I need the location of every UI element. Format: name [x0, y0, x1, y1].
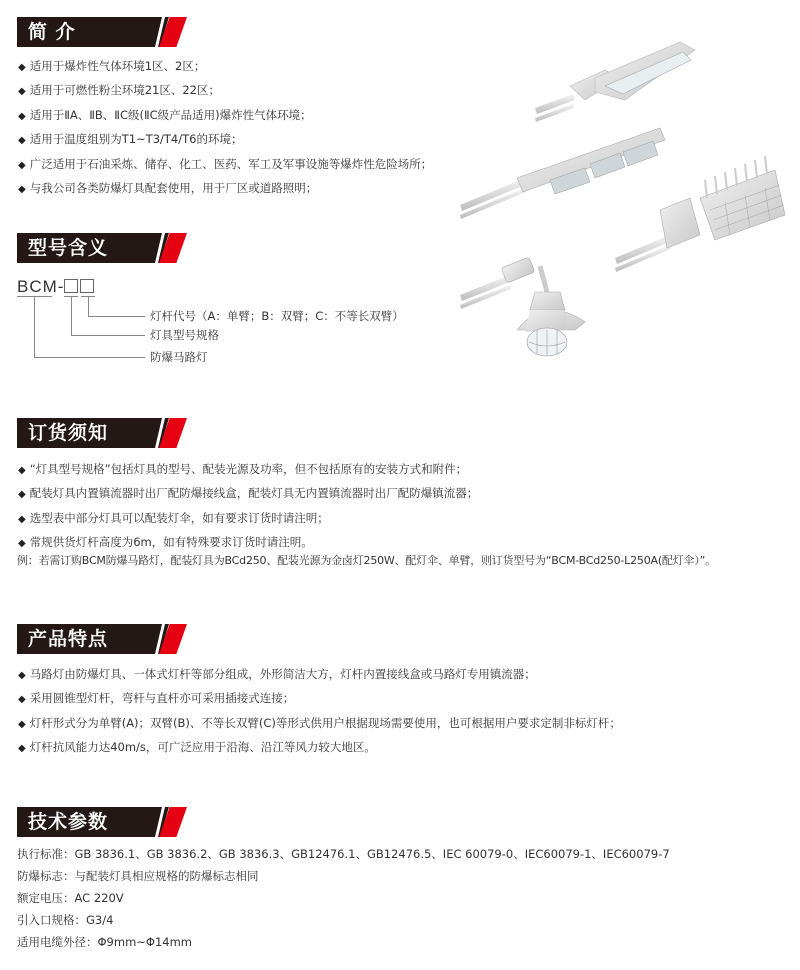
connector-line — [34, 357, 145, 358]
list-item: ◆ 马路灯由防爆灯具、一体式灯杆等部分组成，外形简洁大方，灯杆内置接线盒或马路灯专用镇流器； — [18, 667, 536, 681]
diamond-bullet-icon: ◆ — [18, 184, 26, 196]
flood-street-light-icon — [615, 156, 785, 272]
diamond-bullet-icon: ◆ — [18, 465, 26, 476]
list-item: ◆ 配装灯具内置镇流器时出厂配防爆接线盒，配装灯具无内置镇流器时出厂配防爆镇流器； — [18, 486, 479, 501]
diamond-bullet-icon: ◆ — [18, 743, 26, 755]
code-label-fixture: 灯具型号规格 — [150, 328, 219, 342]
led-street-light-icon — [535, 42, 695, 122]
section-title: 简 介 — [28, 21, 76, 43]
spec-row: 防爆标志：与配装灯具相应规格的防爆标志相同 — [17, 869, 259, 883]
spec-row: 引入口规格：G3/4 — [17, 913, 114, 927]
pendant-lamp-icon — [460, 257, 585, 356]
section-title: 产品特点 — [28, 628, 109, 650]
placeholder-box-icon — [64, 279, 78, 293]
diamond-bullet-icon: ◆ — [18, 489, 26, 501]
list-item: ◆ “灯具型号规格”包括灯具的型号、配装光源及功率，但不包括原有的安装方式和附件； — [18, 462, 468, 476]
diamond-bullet-icon: ◆ — [18, 159, 26, 171]
list-item: ◆ 选型表中部分灯具可以配装灯伞，如有要求订货时请注明； — [18, 510, 329, 525]
multi-module-street-light-icon — [460, 128, 665, 219]
diamond-bullet-icon: ◆ — [18, 670, 26, 681]
connector-line — [88, 297, 89, 317]
connector-line — [88, 316, 145, 317]
diamond-bullet-icon: ◆ — [18, 538, 26, 550]
code-label-pole: 灯杆代号（A：单臂；B：双臂；C：不等长双臂） — [150, 309, 404, 323]
section-title: 型号含义 — [28, 237, 109, 259]
list-item: ◆ 适用于温度组别为T1~T3/T4/T6的环境； — [18, 132, 243, 147]
section-title: 技术参数 — [28, 811, 109, 833]
diamond-bullet-icon: ◆ — [18, 110, 26, 122]
diamond-bullet-icon: ◆ — [18, 135, 26, 147]
ordering-list — [18, 458, 478, 556]
connector-line — [71, 335, 145, 336]
diamond-bullet-icon: ◆ — [18, 718, 26, 730]
code-label-product: 防爆马路灯 — [150, 350, 208, 364]
diamond-bullet-icon: ◆ — [18, 86, 26, 98]
model-code — [17, 277, 96, 297]
spec-row: 适用电缆外径：Φ9mm~Φ14mm — [17, 935, 192, 949]
section-banner-model — [17, 233, 187, 263]
features-list — [18, 663, 621, 761]
section-title: 订货须知 — [28, 422, 109, 444]
list-item: ◆ 适用于可燃性粉尘环境21区、22区； — [18, 83, 220, 98]
list-item: ◆ 与我公司各类防爆灯具配套使用，用于厂区或道路照明； — [18, 181, 318, 196]
spec-row: 执行标准：GB 3836.1、GB 3836.2、GB 3836.3、GB12476.1、GB12476.5、IEC 60079-0、IEC60079-1、IEC60079-7 — [17, 847, 670, 861]
section-banner-features — [17, 624, 187, 654]
diamond-bullet-icon: ◆ — [18, 62, 26, 73]
list-item: ◆ 采用圆锥型灯杆，弯杆与直杆亦可采用插接式连接； — [18, 691, 295, 706]
spec-row: 额定电压：AC 220V — [17, 891, 124, 905]
section-banner-specs — [17, 807, 187, 837]
model-code-prefix: BCM- — [17, 277, 65, 296]
section-banner-intro — [17, 17, 187, 47]
intro-list — [18, 55, 432, 201]
list-item: ◆ 灯杆形式分为单臂(A)；双臂(B)、不等长双臂(C)等形式供用户根据现场需要使用，也可根据用户要求定制非标灯杆； — [18, 715, 621, 730]
diamond-bullet-icon: ◆ — [18, 694, 26, 706]
list-item: ◆ 广泛适用于石油采炼、储存、化工、医药、军工及军事设施等爆炸性危险场所； — [18, 156, 433, 171]
ordering-example: 例：若需订购BCM防爆马路灯，配装灯具为BCd250、配装光源为金卤灯250W、配灯伞、单臂，则订货型号为“BCM-BCd250-L250A(配灯伞）”。 — [17, 554, 716, 567]
connector-line — [71, 297, 72, 336]
section-banner-ordering — [17, 418, 187, 448]
product-photos — [455, 30, 800, 360]
list-item: ◆ 灯杆抗风能力达40m/s，可广泛应用于沿海、沿江等风力较大地区。 — [18, 740, 376, 755]
placeholder-box-icon — [80, 279, 94, 293]
list-item: ◆ 常规供货灯杆高度为6m，如有特殊要求订货时请注明。 — [18, 535, 313, 550]
diamond-bullet-icon: ◆ — [18, 513, 26, 525]
list-item: ◆ 适用于ⅡA、ⅡB、ⅡC级(ⅡC级产品适用)爆炸性气体环境； — [18, 107, 312, 122]
connector-line — [34, 297, 35, 358]
list-item: ◆ 适用于爆炸性气体环境1区、2区； — [18, 59, 206, 73]
